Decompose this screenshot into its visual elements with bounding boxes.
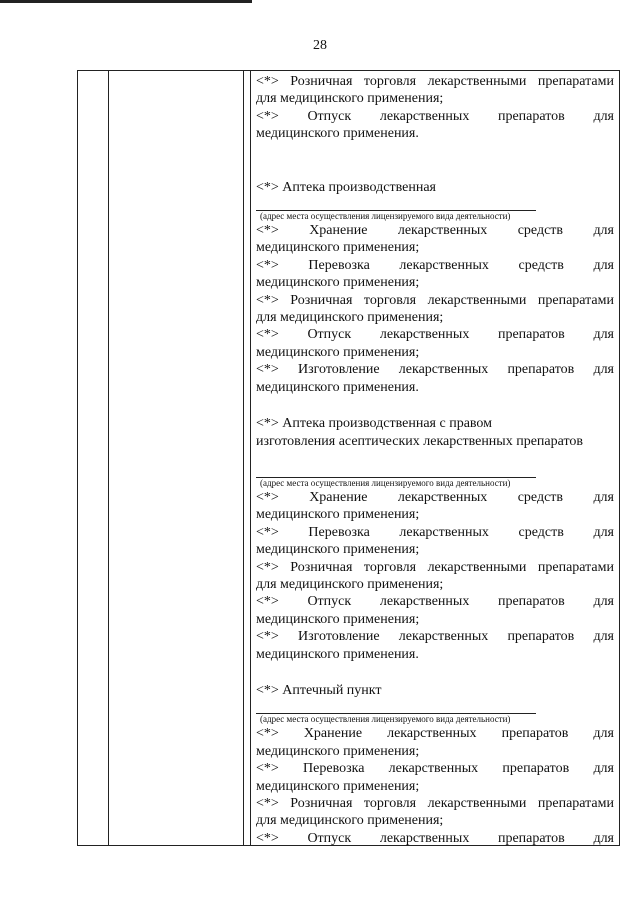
address-caption: (адрес места осуществления лицензируемого вида деятельности)	[260, 211, 511, 222]
text-line: медицинского применения;	[256, 507, 420, 523]
block-heading-aseptic-2: изготовления асептических лекарственных препаратов	[256, 433, 584, 449]
text-line: медицинского применения.	[256, 379, 419, 395]
address-line	[256, 467, 536, 478]
text-line: <*> Розничная торговля лекарственными препаратами	[256, 559, 614, 575]
text-line: <*> Изготовление лекарственных препаратов для	[256, 362, 614, 378]
column-divider-1	[108, 71, 109, 845]
block-pharmacy-aseptic	[256, 489, 614, 663]
text-line: <*> Перевозка лекарственных препаратов для	[256, 761, 614, 777]
text-line: для медицинского применения;	[256, 576, 444, 592]
text-line: <*> Отпуск лекарственных препаратов для	[256, 830, 614, 846]
text-line: <*> Перевозка лекарственных средств для	[256, 257, 614, 273]
text-line: <*> Хранение лекарственных средств для	[256, 489, 614, 505]
column-divider-3	[250, 71, 251, 845]
text-line: медицинского применения;	[256, 275, 420, 291]
text-line: <*> Розничная торговля лекарственными препаратами	[256, 796, 614, 811]
block-pharmacy-production	[256, 222, 614, 396]
text-line: <*> Хранение лекарственных средств для	[256, 223, 614, 239]
column-divider-2	[243, 71, 244, 845]
license-table	[77, 70, 620, 846]
text-line: для медицинского применения;	[256, 813, 444, 829]
text-line: <*> Отпуск лекарственных препаратов для	[256, 327, 614, 343]
block-heading-pharmacy-production: <*> Аптека производственная	[256, 179, 436, 195]
address-line	[256, 200, 536, 211]
scan-edge-mark	[0, 0, 252, 3]
address-caption: (адрес места осуществления лицензируемого вида деятельности)	[260, 477, 511, 488]
text-line: <*> Отпуск лекарственных препаратов для	[256, 108, 614, 124]
text-line: медицинского применения;	[256, 778, 420, 794]
text-line: <*> Перевозка лекарственных средств для	[256, 524, 614, 540]
block-heading-aseptic-1: <*> Аптека производственная с правом	[256, 416, 493, 432]
text-line: медицинского применения;	[256, 542, 420, 558]
text-line: <*> Розничная торговля лекарственными препаратами	[256, 74, 614, 89]
text-line: медицинского применения;	[256, 344, 420, 360]
text-line: медицинского применения;	[256, 743, 420, 759]
block-pharmacy-point	[256, 725, 614, 847]
text-line: медицинского применения.	[256, 126, 419, 142]
page-number: 28	[313, 38, 327, 53]
text-line: <*> Отпуск лекарственных препаратов для	[256, 594, 614, 610]
text-line: <*> Изготовление лекарственных препаратов для	[256, 629, 614, 645]
address-caption: (адрес места осуществления лицензируемого вида деятельности)	[260, 714, 511, 725]
text-line: <*> Розничная торговля лекарственными препаратами	[256, 292, 614, 308]
address-line	[256, 703, 536, 714]
block-heading-pharmacy-point: <*> Аптечный пункт	[256, 682, 382, 698]
text-line: для медицинского применения;	[256, 91, 444, 107]
text-line: для медицинского применения;	[256, 310, 444, 326]
text-line: медицинского применения;	[256, 240, 420, 256]
text-line: <*> Хранение лекарственных препаратов для	[256, 726, 614, 742]
text-line: медицинского применения.	[256, 646, 419, 662]
block-continuation	[256, 73, 614, 143]
text-line: медицинского применения;	[256, 611, 420, 627]
activity-cell	[256, 73, 614, 847]
